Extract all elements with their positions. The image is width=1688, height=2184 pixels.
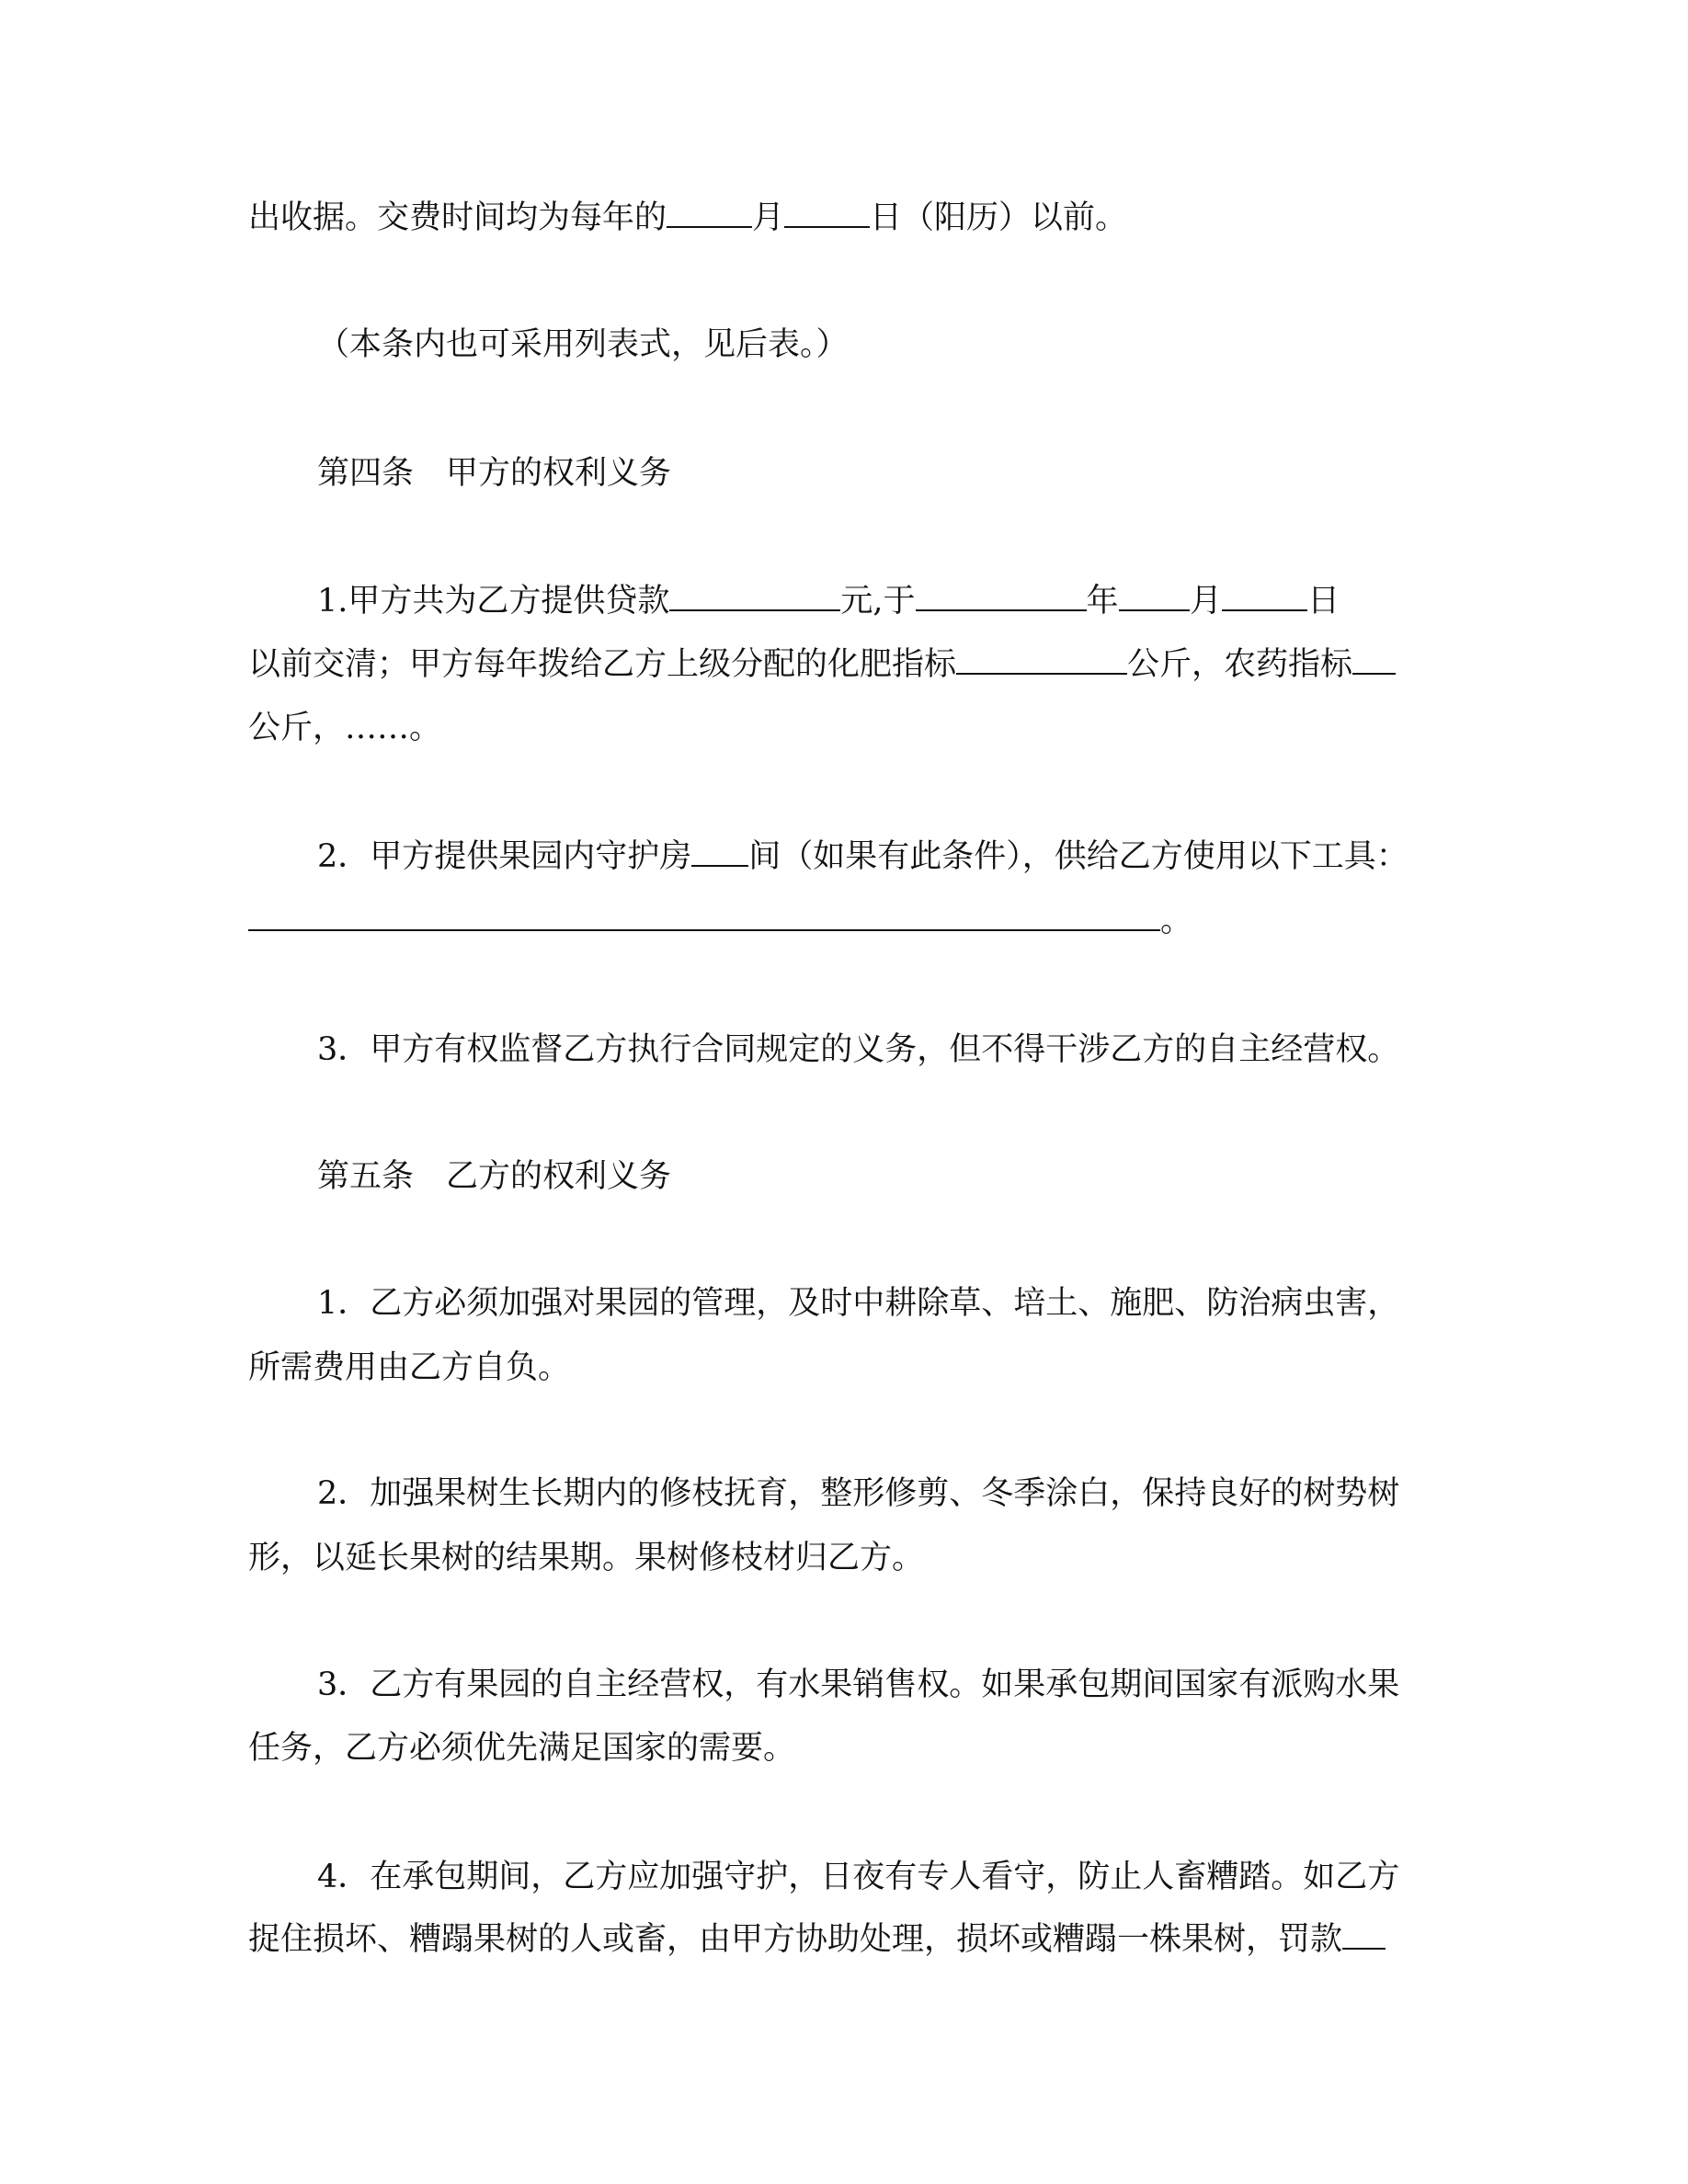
article-5-item-1-line-2: 所需费用由乙方自负。 bbox=[248, 1349, 571, 1386]
article-5-item-2-line-1: 2．加强果树生长期内的修枝抚育，整形修剪、冬季涂白，保持良好的树势树 bbox=[317, 1475, 1400, 1512]
article-5-item-3-line-2: 任务，乙方必须优先满足国家的需要。 bbox=[248, 1730, 796, 1767]
fill-in-blank bbox=[691, 837, 748, 867]
article-5-item-4-line-1: 4．在承包期间，乙方应加强守护，日夜有专人看守，防止人畜糟踏。如乙方 bbox=[317, 1859, 1400, 1895]
fill-in-blank bbox=[669, 582, 840, 611]
text-line-note: （本条内也可采用列表式，见后表。） bbox=[317, 326, 849, 363]
fill-in-blank bbox=[1342, 1920, 1386, 1950]
article-5-item-1-line-1: 1．乙方必须加强对果园的管理，及时中耕除草、培土、施肥、防治病虫害， bbox=[317, 1285, 1400, 1322]
article-4-item-2-line-2: 。 bbox=[248, 901, 1192, 941]
article-5-heading: 第五条 乙方的权利义务 bbox=[317, 1158, 672, 1195]
article-4-item-2-line-1: 2．甲方提供果园内守护房 间（如果有此条件），供给乙方使用以下工具： bbox=[317, 838, 1409, 875]
article-5-item-2-line-2: 形，以延长果树的结果期。果树修枝材归乙方。 bbox=[248, 1540, 925, 1576]
fill-in-blank bbox=[667, 199, 752, 228]
article-5-item-3-line-1: 3．乙方有果园的自主经营权，有水果销售权。如果承包期间国家有派购水果 bbox=[317, 1666, 1400, 1703]
fill-in-blank bbox=[1119, 582, 1191, 611]
article-5-item-4-line-2: 捉住损坏、糟蹋果树的人或畜，由甲方协助处理，损坏或糟蹋一株果树，罚款 bbox=[248, 1919, 1386, 1960]
fill-in-blank bbox=[916, 582, 1087, 611]
article-4-heading: 第四条 甲方的权利义务 bbox=[317, 455, 672, 492]
fill-in-blank bbox=[248, 902, 1160, 931]
fill-in-blank bbox=[1352, 645, 1396, 675]
article-4-item-1-line-3: 公斤，……。 bbox=[248, 710, 442, 746]
article-4-item-3: 3．甲方有权监督乙方执行合同规定的义务，但不得干涉乙方的自主经营权。 bbox=[317, 1031, 1400, 1068]
fill-in-blank bbox=[1222, 582, 1307, 611]
article-4-item-1-line-1: 1.甲方共为乙方提供贷款 元,于 年 月 日 bbox=[317, 583, 1340, 620]
fill-in-blank bbox=[956, 645, 1127, 675]
article-4-item-1-line-2: 以前交清；甲方每年拨给乙方上级分配的化肥指标 公斤，农药指标 bbox=[248, 644, 1396, 685]
fill-in-blank bbox=[784, 199, 870, 228]
text-line-fee-date: 出收据。交费时间均为每年的 月 日（阳历）以前。 bbox=[248, 199, 1128, 236]
